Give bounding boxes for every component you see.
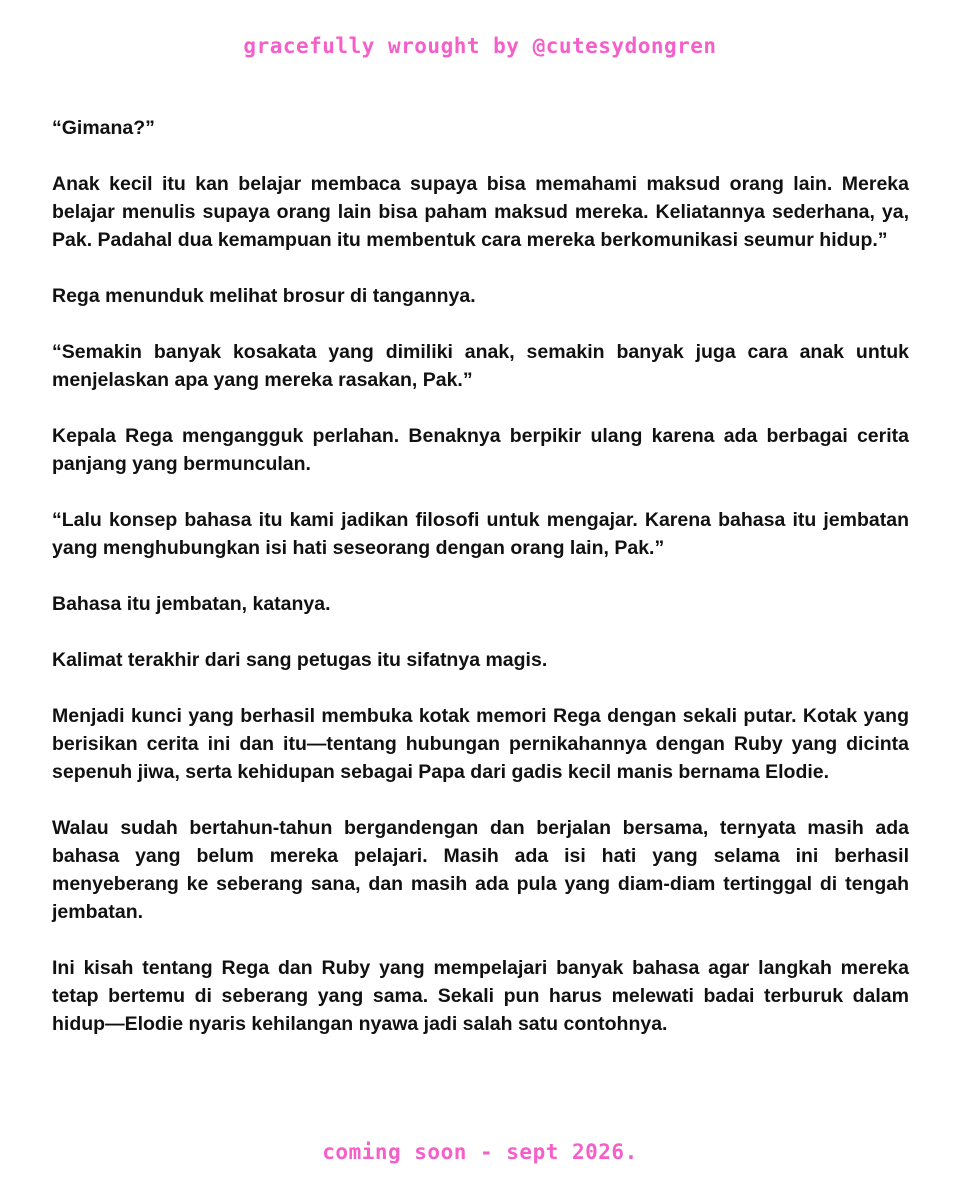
paragraph: Ini kisah tentang Rega dan Ruby yang mempelajari banyak bahasa agar langkah mereka tetap bertemu di seberang yang sama. Sekali pun harus melewati badai terburuk dalam hidup—Elodie nyaris kehilangan nyawa jadi salah satu contohnya. bbox=[52, 957, 909, 1035]
paragraph: Bahasa itu jembatan, katanya. bbox=[52, 593, 331, 615]
paragraph: Rega menunduk melihat brosur di tangannya. bbox=[52, 285, 476, 307]
paragraph: “Gimana?” bbox=[52, 117, 155, 139]
paragraph: Anak kecil itu kan belajar membaca supaya bisa memahami maksud orang lain. Mereka belajar menulis supaya orang lain bisa paham maksud mereka. Keliatannya sederhana, ya, Pak. Padahal dua kemampuan itu membentuk cara mereka berkomunikasi seumur hidup.” bbox=[52, 173, 909, 251]
paragraph: Kalimat terakhir dari sang petugas itu sifatnya magis. bbox=[52, 649, 548, 671]
paragraph: Menjadi kunci yang berhasil membuka kotak memori Rega dengan sekali putar. Kotak yang berisikan cerita ini dan itu—tentang hubungan pernikahannya dengan Ruby yang dicinta sepenuh jiwa, serta kehidupan sebagai Papa dari gadis kecil manis bernama Elodie. bbox=[52, 705, 909, 783]
paragraph: Kepala Rega mengangguk perlahan. Benaknya berpikir ulang karena ada berbagai cerita panjang yang bermunculan. bbox=[52, 425, 909, 475]
paragraph: “Semakin banyak kosakata yang dimiliki anak, semakin banyak juga cara anak untuk menjelaskan apa yang mereka rasakan, Pak.” bbox=[52, 341, 909, 391]
story-body bbox=[52, 114, 909, 1038]
paragraph: Walau sudah bertahun-tahun bergandengan dan berjalan bersama, ternyata masih ada bahasa yang belum mereka pelajari. Masih ada isi hati yang selama ini berhasil menyeberang ke seberang sana, dan masih ada pula yang diam-diam tertinggal di tengah jembatan. bbox=[52, 817, 909, 923]
release-date: coming soon - sept 2026. bbox=[322, 1140, 638, 1164]
author-credit: gracefully wrought by @cutesydongren bbox=[243, 34, 717, 58]
paragraph: “Lalu konsep bahasa itu kami jadikan filosofi untuk mengajar. Karena bahasa itu jembatan yang menghubungkan isi hati seseorang dengan orang lain, Pak.” bbox=[52, 509, 909, 559]
